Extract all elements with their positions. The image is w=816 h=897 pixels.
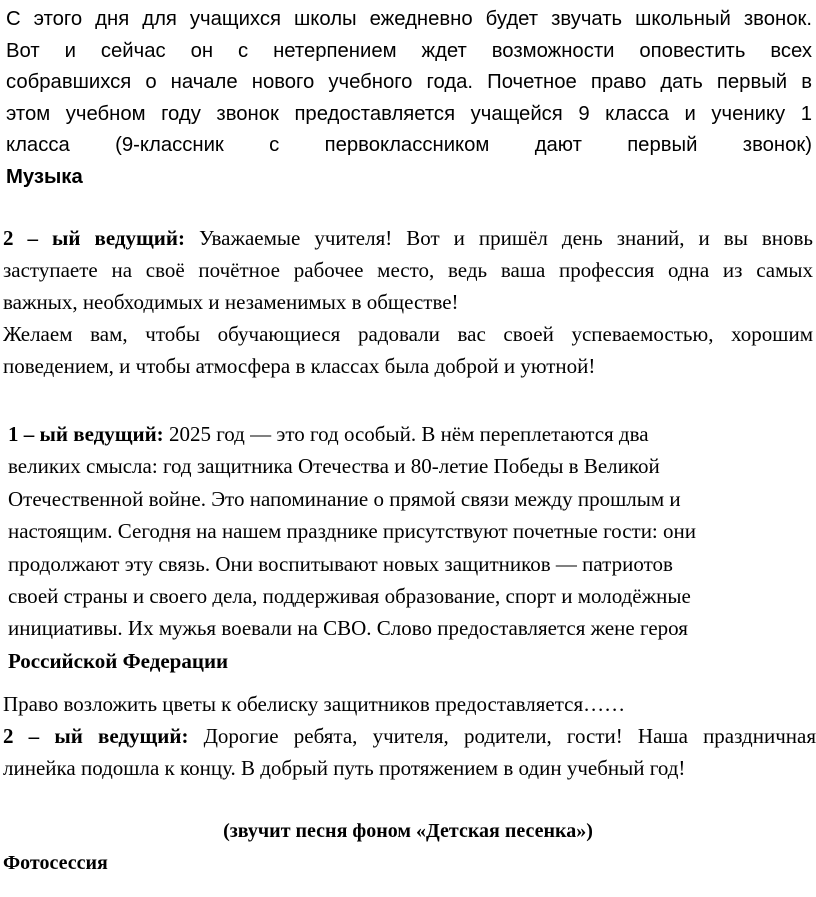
speech-line: заступаете на своё почётное рабочее место, ведь ваша профессия одна из самых <box>3 258 813 282</box>
speech-line: настоящим. Сегодня на нашем празднике присутствуют почетные гости: они <box>8 519 696 544</box>
photo-session-heading: Фотосессия <box>3 852 108 874</box>
host2-speech <box>3 222 813 382</box>
speech-line: поведением, и чтобы атмосфера в классах была доброй и уютной! <box>3 354 596 378</box>
speech-text: Дорогие ребята, учителя, родители, гости! Наша праздничная <box>203 724 816 748</box>
speech-line: продолжают эту связь. Они воспитывают новых защитников — патриотов <box>8 551 673 576</box>
speech-text: Уважаемые учителя! Вот и пришёл день знаний, и вы вновь <box>198 226 813 250</box>
host2-final-first-line <box>3 720 816 752</box>
music-cue: Музыка <box>6 165 83 188</box>
speech-line: линейка подошла к концу. В добрый путь протяжением в один учебный год! <box>3 756 686 780</box>
flowers-line: Право возложить цветы к обелиску защитников предоставляется…… <box>3 692 626 716</box>
host1-speech <box>8 418 808 677</box>
speech-line: Желаем вам, чтобы обучающиеся радовали вас своей успеваемостью, хорошим <box>3 322 813 346</box>
intro-line: класса (9-классник с первоклассником дают первый звонок) <box>6 134 812 156</box>
intro-line: Вот и сейчас он с нетерпением ждет возможности оповестить всех <box>6 39 812 62</box>
speech-line: великих смысла: год защитника Отечества и 80-летие Победы в Великой <box>8 454 660 479</box>
song-note: (звучит песня фоном «Детская песенка») <box>223 820 593 842</box>
intro-line: С этого дня для учащихся школы ежедневно будет звучать школьный звонок. <box>6 8 812 30</box>
final-section <box>3 688 816 784</box>
speech-line: Отечественной войне. Это напоминание о прямой связи между прошлым и <box>8 486 681 511</box>
intro-line: собравшихся о начале нового учебного года. Почетное право дать первый в <box>6 71 812 93</box>
intro-line: этом учебном году звонок предоставляется учащейся 9 класса и ученику 1 <box>6 102 812 125</box>
host1-first-line <box>8 418 808 450</box>
host2-first-line <box>3 222 813 254</box>
speaker-label: 2 – ый ведущий: <box>3 226 185 250</box>
speaker-label: 2 – ый ведущий: <box>3 724 189 748</box>
intro-paragraph <box>6 4 812 193</box>
speech-closing: Российской Федерации <box>8 648 229 673</box>
speech-line: инициативы. Их мужья воевали на СВО. Слово предоставляется жене героя <box>8 616 688 641</box>
speech-text: 2025 год — это год особый. В нём переплетаются два <box>168 422 649 446</box>
speech-line: важных, необходимых и незаменимых в обществе! <box>3 290 459 314</box>
speech-line: своей страны и своего дела, поддерживая образование, спорт и молодёжные <box>8 584 691 609</box>
speaker-label: 1 – ый ведущий: <box>8 422 164 446</box>
